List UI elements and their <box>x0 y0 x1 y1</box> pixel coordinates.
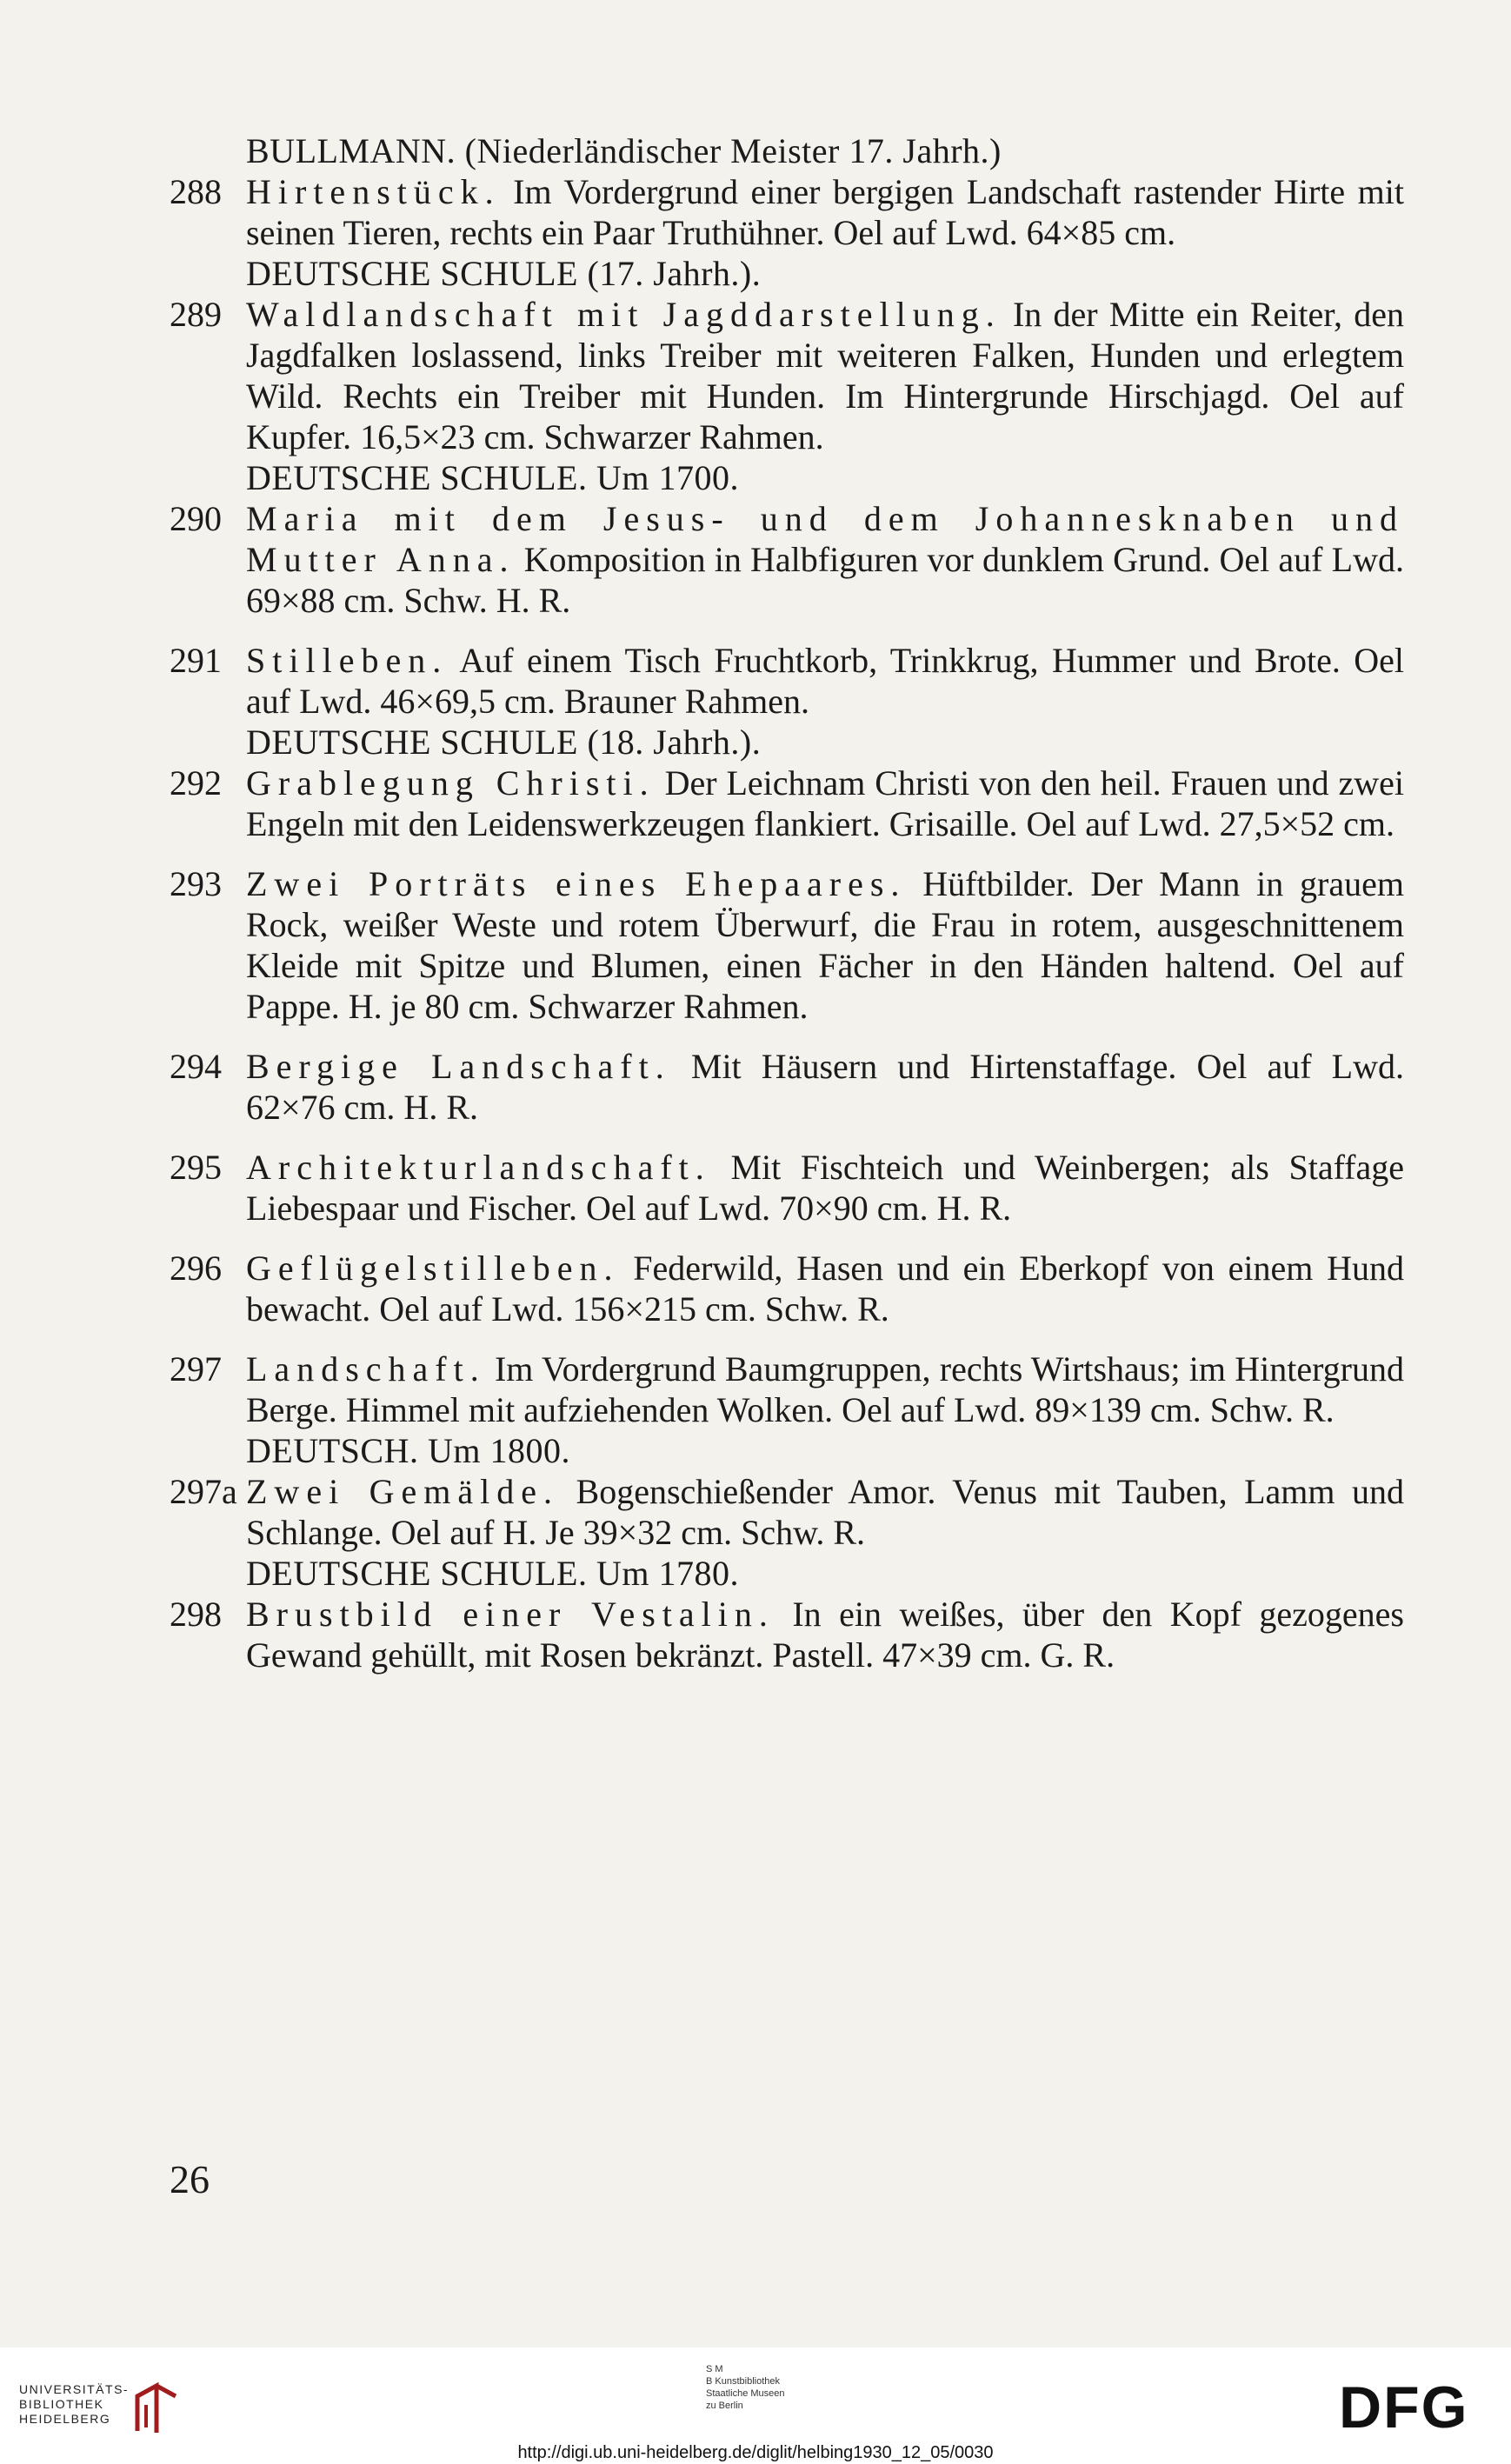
entry-description: Komposition in Halbfiguren vor dunklem Grund. Oel auf Lwd. 69×88 cm. Schw. H. R. <box>246 540 1404 620</box>
university-line: BIBLIOTHEK <box>19 2397 104 2411</box>
catalog-entry-296 <box>170 1248 1404 1329</box>
entry-number: 288 <box>170 172 222 211</box>
entry-number: 296 <box>170 1249 222 1288</box>
entry-title: Zwei Gemälde. <box>246 1472 560 1511</box>
section-heading: BULLMANN. (Niederländischer Meister 17. Jahrh.) <box>246 131 1002 170</box>
dfg-logo: DFG <box>1339 2374 1469 2441</box>
sm-line: Staatliche Museen <box>706 2388 785 2399</box>
catalog-entry-294 <box>170 1046 1404 1128</box>
sm-line: S M <box>706 2364 723 2374</box>
entry-number: 295 <box>170 1148 222 1187</box>
entry-title: Grablegung Christi. <box>246 763 656 802</box>
page-number: 26 <box>170 2157 210 2201</box>
catalog-entry-288 <box>170 171 1404 253</box>
entry-description: Federwild, Hasen und ein Eberkopf von einem Hund bewacht. Oel auf Lwd. 156×215 cm. Schw. R. <box>246 1249 1404 1329</box>
entry-number: 291 <box>170 641 222 680</box>
entry-description: In der Mitte ein Reiter, den Jagdfalken loslassend, links Treiber mit weiteren Falken, Hunden und erlegtem Wild. Rechts ein Treiber mit Hunden. Im Hintergrunde Hirschjagd. Oel auf Kupfer. 16,5×23 cm. Schwarzer Rahmen. <box>246 295 1404 456</box>
entry-number: 293 <box>170 864 222 903</box>
entry-title: Zwei Porträts eines Ehepaares. <box>246 864 907 903</box>
catalog-entry-295 <box>170 1147 1404 1229</box>
section-heading: DEUTSCHE SCHULE (18. Jahrh.). <box>246 723 762 762</box>
entry-number: 289 <box>170 295 222 334</box>
entry-title: Hirtenstück. <box>246 172 501 211</box>
catalog-entry-297 <box>170 1349 1404 1430</box>
entry-title: Stilleben. <box>246 641 449 680</box>
section-heading: DEUTSCHE SCHULE (17. Jahrh.). <box>246 254 762 293</box>
digitization-footer <box>0 2347 1511 2464</box>
entry-number: 297 <box>170 1349 222 1388</box>
entry-title: Maria mit dem Jesus- und dem Johannesknaben und Mutter Anna. <box>246 499 1404 579</box>
catalog-entry-297a <box>170 1471 1404 1553</box>
catalog-entry-289 <box>170 294 1404 457</box>
entry-number: 297a <box>170 1472 237 1511</box>
section-deutsche-schule-17 <box>170 253 1404 457</box>
catalog-entry-292 <box>170 763 1404 844</box>
university-library-label <box>19 2382 129 2427</box>
university-logo-icon <box>130 2379 183 2440</box>
entry-description: Bogenschießender Amor. Venus mit Tauben, Lamm und Schlange. Oel auf H. Je 39×32 cm. Schw. R. <box>246 1472 1404 1552</box>
catalog-entry-298 <box>170 1594 1404 1675</box>
section-deutsch-1800 <box>170 1430 1404 1553</box>
entry-number: 290 <box>170 499 222 538</box>
entry-description: In ein weißes, über den Kopf gezogenes Gewand gehüllt, mit Rosen bekränzt. Pastell. 47×39 cm. G. R. <box>246 1595 1404 1675</box>
entry-title: Bergige Landschaft. <box>246 1047 671 1086</box>
section-heading: DEUTSCHE SCHULE. Um 1700. <box>246 458 739 497</box>
entry-title: Brustbild einer Vestalin. <box>246 1595 775 1634</box>
entry-description: Mit Häusern und Hirtenstaffage. Oel auf Lwd. 62×76 cm. H. R. <box>246 1047 1404 1127</box>
section-heading: DEUTSCH. Um 1800. <box>246 1431 570 1470</box>
university-line: UNIVERSITÄTS- <box>19 2382 130 2396</box>
section-bullmann <box>170 130 1404 253</box>
sm-line: B Kunstbibliothek <box>706 2376 780 2387</box>
entry-description: Der Leichnam Christi von den heil. Frauen und zwei Engeln mit den Leidenswerkzeugen flankiert. Grisaille. Oel auf Lwd. 27,5×52 cm. <box>246 763 1405 843</box>
catalog-entry-293 <box>170 863 1404 1027</box>
entry-description: Im Vordergrund Baumgruppen, rechts Wirtshaus; im Hintergrund Berge. Himmel mit aufziehenden Wolken. Oel auf Lwd. 89×139 cm. Schw. R. <box>246 1349 1404 1429</box>
entry-description: Auf einem Tisch Fruchtkorb, Trinkkrug, Hummer und Brote. Oel auf Lwd. 46×69,5 cm. Brauner Rahmen. <box>246 641 1404 721</box>
entry-number: 294 <box>170 1047 222 1086</box>
catalog-entry-290 <box>170 498 1404 621</box>
entry-number: 298 <box>170 1595 222 1634</box>
entry-description: Hüftbilder. Der Mann in grauem Rock, weißer Weste und rotem Überwurf, die Frau in rotem, ausgeschnittenem Kleide mit Spitze und Blumen, einen Fächer in den Händen haltend. Oel auf Pappe. H. je 80 cm. Schwarzer Rahmen. <box>246 864 1404 1026</box>
entry-description: Mit Fischteich und Weinbergen; als Staffage Liebespaar und Fischer. Oel auf Lwd. 70×90 cm. H. R. <box>246 1148 1404 1228</box>
entry-description: Im Vordergrund einer bergigen Landschaft rastender Hirte mit seinen Tieren, rechts ein Paar Truthühner. Oel auf Lwd. 64×85 cm. <box>246 172 1404 252</box>
entry-title: Architekturlandschaft. <box>246 1148 711 1187</box>
entry-title: Geflügelstilleben. <box>246 1249 620 1288</box>
entry-title: Landschaft. <box>246 1349 486 1388</box>
section-deutsche-schule-1700 <box>170 457 1404 722</box>
source-url-link[interactable]: http://digi.ub.uni-heidelberg.de/diglit/helbing1930_12_05/0030 <box>517 2443 994 2462</box>
entry-title: Waldlandschaft mit Jagddarstellung. <box>246 295 1002 334</box>
catalog-content <box>170 130 1404 1675</box>
university-line: HEIDELBERG <box>19 2412 111 2426</box>
smb-kunstbibliothek-label <box>706 2363 785 2412</box>
section-deutsche-schule-18 <box>170 722 1404 1430</box>
section-heading: DEUTSCHE SCHULE. Um 1780. <box>246 1554 739 1593</box>
sm-line: zu Berlin <box>706 2401 743 2411</box>
catalog-entry-291 <box>170 640 1404 722</box>
section-deutsche-schule-1780 <box>170 1553 1404 1675</box>
entry-number: 292 <box>170 763 222 802</box>
